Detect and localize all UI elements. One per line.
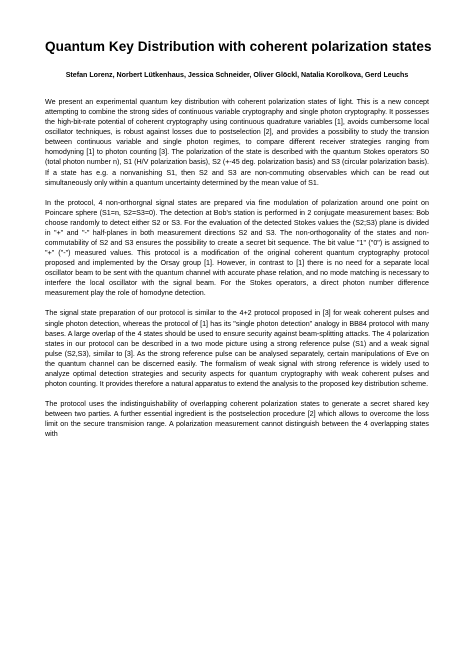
paragraph-intro: We present an experimental quantum key distribution with coherent polarization states of light. This is a new concept attempting to combine the strong sides of continuous variable cryptography and single photon cryptography. It possesses the high-bit-rate potential of coherent cryptography using continuous quadrature variables [1], avoids cumbersome local oscillator techniques, is robust against losses due to postselection [2], and provides a possibility to study the transion between continuous variable and single photon regimes, to compare different receiver strategies ranging from homodyning [1] to photon counting [3]. The polarization of the state is described with the quantum Stokes operators S0 (total photon number n), S1 (H/V polarization basis), S2 (+-45 deg. polarization basis) and S3 (circular polarization basis). If a state has e.g. a nonvanishing S1, then S2 and S3 are non-commuting observables which can be read out simultaneously only within a quantum uncertainty determined by the mean value of S1. [45, 98, 429, 187]
author-list: Stefan Lorenz, Norbert Lütkenhaus, Jessica Schneider, Oliver Glöckl, Natalia Korolkova, Gerd Leuchs [65, 71, 409, 79]
paragraph-state-preparation: The signal state preparation of our protocol is similar to the 4+2 protocol proposed in [3] for weak coherent pulses and single photon detection, whereas the protocol of [1] has its "single photon detection" analogy in BB84 protocol with many bases. A large overlap of the 4 states should be used to ensure security against beam-splitting attacks. The 4 polarization states in our protocol can be described in a two mode picture using a strong reference pulse (S1) and a weak signal pulse (S2,S3), similar to [3]. As the strong reference pulse can be analysed separately, certain manipulations of Eve on the quantum channel can be discerned easily. The formalism of weak signal with strong reference is widely used to analyze optimal detection strategies and security aspects for quantum cryptography with weak coherent pulses and photon counting. It provides therefore a natural apparatus to extend the analysis to the proposed key distribution scheme. [45, 309, 429, 389]
paper-title: Quantum Key Distribution with coherent polarization states [45, 39, 432, 54]
paragraph-protocol: In the protocol, 4 non-orthorgnal signal states are prepared via fine modulation of polarization around one point on Poincare sphere (S1=n, S2=S3=0). The detection at Bob's station is performed in 2 conjugate measurement bases: Bob choose randomly to detect either S2 or S3. For the evaluation of the detected Stokes values the (S2;S3) plane is divided in "+" and "-" half-planes in both measurement directions S2 and S3. The non-orthogonality of the states and non-commutability of S2 and S3 ensures the possibility to create a secret bit sequence. The bit value "1" ("0") is assigned to "+" ("-") measured values. This protocol is a modification of the original coherent quantum cryptography protocol proposed and implemented by the Orsay group [1]. However, in contrast to [1] there is no need for a separate local oscillator beam to be sent with the quantum channel with accurate phase relation, and no mode matching is necessary to interfere the local oscillator with the signal beam. For the Stokes operators, a direct photon number difference measurement play the role of homodyne detection. [45, 198, 429, 298]
abstract-body [45, 97, 429, 439]
paragraph-key-generation: The protocol uses the indistinguishability of overlapping coherent polarization states to generate a secret shared key between two parties. A further essential ingredient is the postselection procedure [2] which allows to overcome the loss limit on the secure transmision range. A polarization measurement cannot distinguish between the 4 overlapping states with [45, 400, 429, 439]
